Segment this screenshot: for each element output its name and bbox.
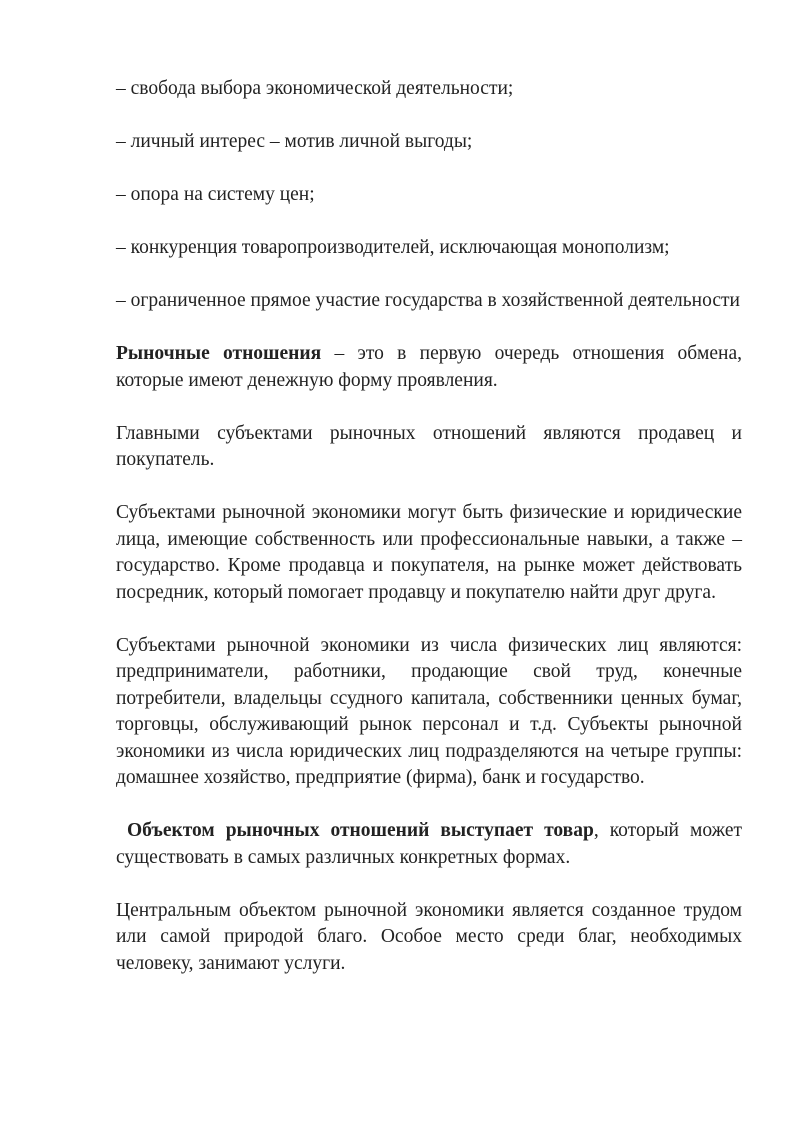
paragraph-object-market-relations-text: , который может существовать в самых различных конкретных формах. xyxy=(116,820,742,868)
paragraph-central-object: Центральным объектом рыночной экономики является созданное трудом или самой природой благо. Особое место среди благ, необходимых человеку, занимают услуги. xyxy=(116,899,742,974)
paragraph-market-relations-text: – это в первую очередь отношения обмена, которые имеют денежную форму проявления. xyxy=(116,343,742,391)
list-item-interest: – личный интерес – мотив личной выгоды; xyxy=(116,131,473,152)
list-item-prices: – опора на систему цен; xyxy=(116,184,315,205)
paragraph-market-relations xyxy=(116,341,742,394)
paragraph-object-market-relations xyxy=(116,818,742,871)
list-item-freedom: – свобода выбора экономической деятельности; xyxy=(116,78,514,99)
paragraph-subjects-market-economy: Субъектами рыночной экономики могут быть физические и юридические лица, имеющие собственность или профессиональные навыки, а также – государство. Кроме продавца и покупателя, на рынке может действовать посредник, который помогает продавцу и покупателю найти друг друга. xyxy=(116,502,742,603)
document-page xyxy=(116,76,742,977)
term-object-market-relations: Объектом рыночных отношений выступает товар xyxy=(127,820,594,841)
list-item-state-participation: – ограниченное прямое участие государства в хозяйственной деятельности xyxy=(116,290,740,311)
list-item-competition: – конкуренция товаропроизводителей, исключающая монополизм; xyxy=(116,237,670,258)
paragraph-main-subjects: Главными субъектами рыночных отношений являются продавец и покупатель. xyxy=(116,422,742,470)
paragraph-subjects-individuals: Субъектами рыночной экономики из числа физических лиц являются: предприниматели, работники, продающие свой труд, конечные потребители, владельцы ссудного капитала, собственники ценных бумаг, торговцы, обслуживающий рынок персонал и т.д. Субъекты рыночной экономики из числа юридических лиц подразделяются на четыре группы: домашнее хозяйство, предприятие (фирма), банк и государство. xyxy=(116,634,742,788)
term-market-relations: Рыночные отношения xyxy=(116,343,322,364)
